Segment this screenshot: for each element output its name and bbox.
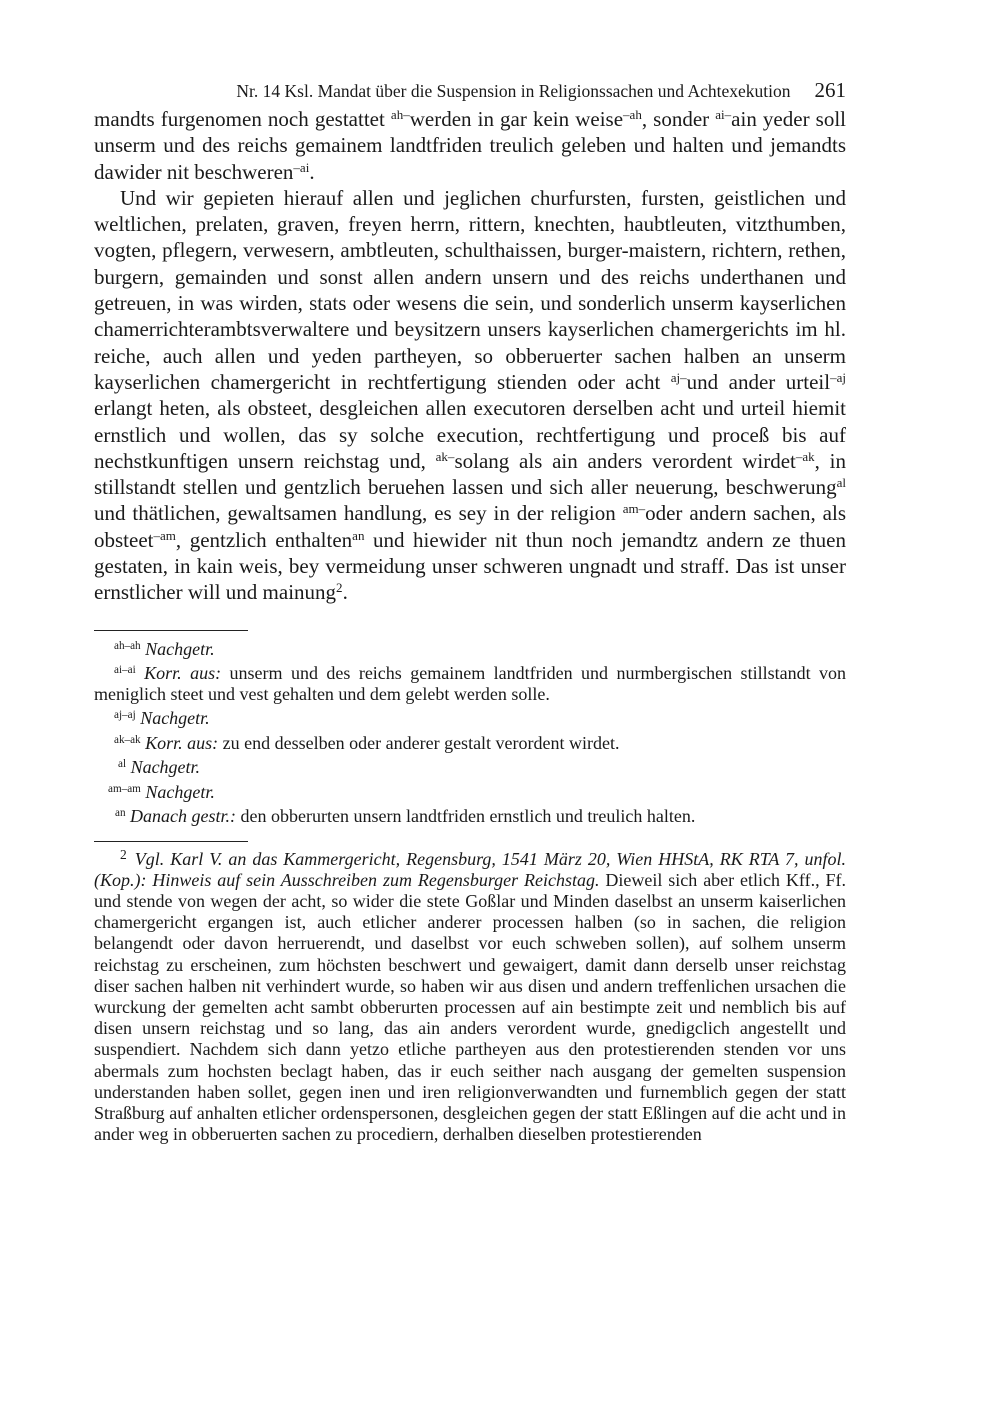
text-run: , gentzlich enthalten [175,527,353,552]
footnote-ref[interactable]: 2 [336,580,343,596]
note-mark: an [115,807,126,820]
text-run: . [309,159,315,184]
note-mark: ak– [435,448,455,464]
footnote-text: Dieweil sich aber etlich Kff., Ff. und stende von wegen der acht, so wider die stete Goßlar und Minden daselbst an unserm kaiserlichen chamergericht ergangen ist, auch etlicher anderer processen halben (so in sachen, die religion belangendt oder davon herruerendt, und daselbst vor euch schweben sollen), auf solhem unserm reichstag zu erscheinen, zum höchsten beschwert und gewaigert, damit dann derselb unser reichstag diser sachen halben nit verhindert wurde, so haben wir aus disen und andern treffenlichen ursachen die wurckung der gemelten acht sambt obberurten processen auf ain bestimpte zeit und nemblich bis auf disen unsern reichstag und so lang, das ain anders verordent wurde, gnedigclich angestellt und suspendiert. Nachdem sich dann yetzo etliche partheyen aus den protestierenden stenden vor uns abermals zum hochsten beclagt haben, das ir euch seither nach ausgang der gemelten suspension understanden haben sollet, gegen inen und iren religionverwandten und furnemblich gegen der statt Straßburg auf anhalten etlicher ordenspersonen, desgleichen gegen der statt Eßlingen auf die acht und in ander weg in obberuerten sachen zu procediern, derhalben dieselben protestierenden [94,869,846,1145]
note-label: Nachgetr. [145,638,215,659]
note-ai [94,663,846,704]
note-ak [94,733,846,754]
note-ah [94,639,846,660]
text-run: und ander urteil [686,369,831,394]
text-run: erlangt heten, als obsteet, desgleichen allen executoren derselben acht und urteil hiemit ernstlich und wollen, das sy solche execution, rechtfertigung und proceß bis auf nechstkunftigen unsern reichstag und, [94,396,846,473]
note-text: den obberurten unsern landtfriden ernstlich und treulich halten. [236,806,696,827]
note-al [94,757,846,778]
note-mark: am– [622,501,646,517]
note-mark: am–am [108,782,141,795]
page [94,78,846,1145]
textual-notes [94,639,846,827]
text-run: , sonder [641,107,716,131]
note-label: Nachgetr. [140,708,210,729]
text-run: solang als ain anders verordent wirdet [454,448,796,473]
text-run: und thätlichen, gewaltsamen handlung, es sey in der religion [94,501,623,526]
note-label: Korr. aus: [145,732,219,753]
text-run: mandts furgenomen noch gestattet [94,107,391,131]
note-mark: ah–ah [114,639,141,652]
note-aj [94,708,846,729]
note-text: unserm und des reichs gemainem landtfriden und nurmbergischen stillstandt von meniglich steet und vest gehalten und dem gelebt werden solle. [94,663,847,704]
footnote-2 [94,849,846,1146]
note-mark: –ak [795,448,815,464]
text-run: . [342,580,348,605]
running-head [94,78,846,106]
note-mark: –ai [293,159,310,175]
paragraph-1 [94,106,846,185]
footnote-number: 2 [120,847,127,863]
text-run: , in stillstandt stellen und gentzlich beruehen lassen und sich aller neuerung, beschwerung [94,448,846,500]
text-run: Und wir gepieten hierauf allen und jeglichen churfursten, fursten, geistlichen und weltlichen, prelaten, graven, freyen herrn, rittern, knechten, haubtleuten, vitzthumben, vogten, pflegern, verwesern, ambtleuten, schulthaissen, burger-maistern, richtern, rethen, burgern, gemainden und sonst allen andern unsern und des reichs underthanen und getreuen, in was wirden, stats oder wesens die sein, und sonderlich unserm kayserlichen chamerrichterambtsverwaltere und beysitzern unsers kayserlichen chamergerichts im hl. reiche, auch allen und yeden partheyen, so obberuerter sachen halben an unserm kayserlichen chamergericht in rechtfertigung stienden oder acht [94,185,846,394]
note-label: Nachgetr. [145,781,215,802]
text-run: und hiewider nit thun noch jemandtz andern ze thuen gestaten, in kain weis, bey vermeidung unser schweren ungnadt und straff. Das ist unser ernstlicher will und mainung [94,527,846,605]
note-mark: ai–ai [114,664,136,677]
note-mark: aj– [670,369,687,385]
notes-divider [94,630,248,631]
text-run: ain yeder soll unserm und des reichs gemainem landtfriden treulich geleben und halten und jemandts dawider nit beschweren [94,107,846,184]
text-run: werden in gar kein weise [409,107,624,131]
note-am [94,782,846,803]
note-label: Korr. aus: [144,663,222,684]
running-title: Nr. 14 Ksl. Mandat über die Suspension in Religionssachen und Achtexekution [236,81,791,101]
note-mark: al [836,475,846,490]
note-mark: al [118,758,127,771]
note-text: zu end desselben oder anderer gestalt verordent wirdet. [218,732,620,753]
note-mark: –am [153,527,176,543]
footnote-citation: Vgl. Karl V. an das Kammergericht, Regensburg, 1541 März 20, Wien HHStA, RK RTA 7, unfol. (Kop.): Hinweis auf sein Ausschreiben zum Regensburger Reichstag. [94,848,846,890]
note-mark: ai– [715,106,732,122]
text-run: oder andern sachen, als obsteet [94,501,846,552]
page-number: 261 [814,78,846,102]
note-label: Danach gestr.: [130,806,237,827]
paragraph-2 [94,185,846,606]
note-mark: –aj [830,369,846,385]
note-mark: aj–aj [114,709,136,722]
note-mark: ak–ak [114,733,141,746]
note-mark: –ah [623,106,642,122]
note-label: Nachgetr. [130,757,201,778]
note-mark: an [352,527,365,543]
footnote-divider [94,841,248,842]
main-text [94,106,846,606]
note-mark: ah– [390,106,410,122]
note-an [94,806,846,827]
